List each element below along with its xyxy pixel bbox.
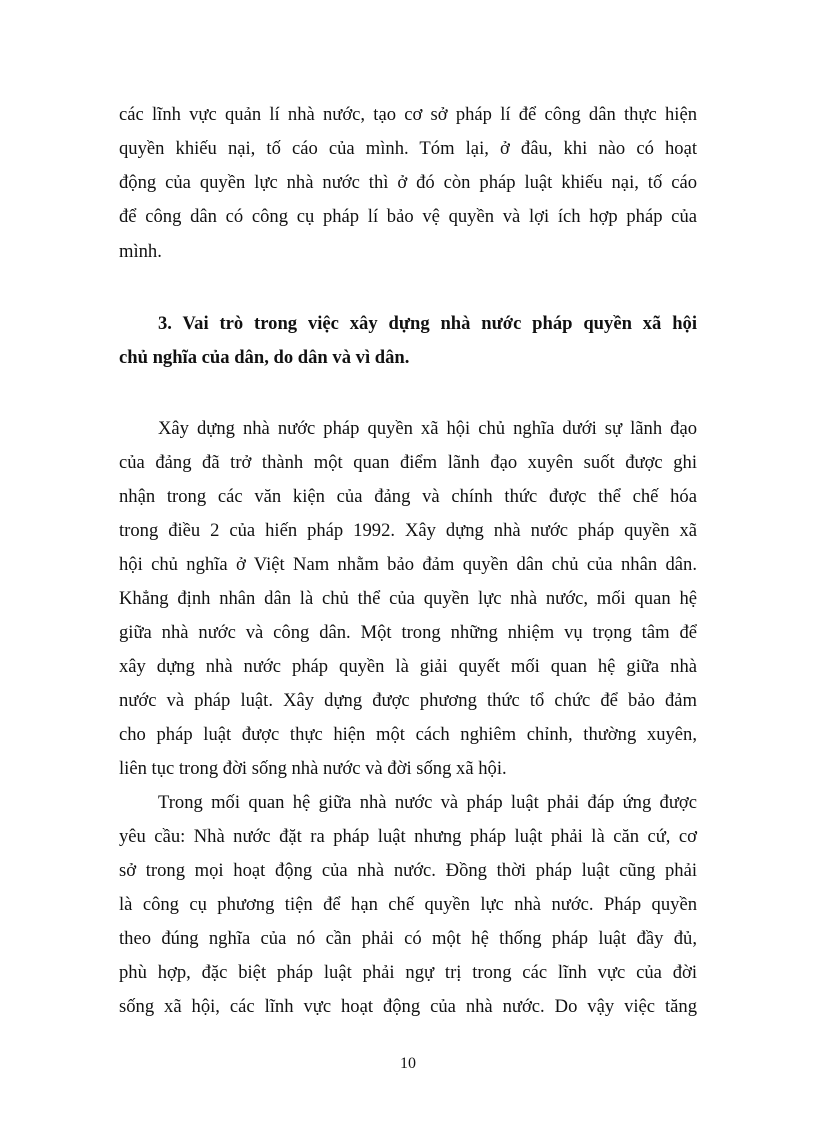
text-line: theo đúng nghĩa của nó cần phải có một hệ thống pháp luật đầy đủ, — [119, 928, 697, 949]
text-line: của đảng đã trở thành một quan điểm lãnh đạo xuyên suốt được ghi — [119, 452, 697, 473]
heading-line: chủ nghĩa của dân, do dân và vì dân. — [119, 347, 410, 368]
text-line: nhận trong các văn kiện của đảng và chính thức được thể chế hóa — [119, 486, 697, 507]
text-line: để công dân có công cụ pháp lí bảo vệ quyền và lợi ích hợp pháp của — [119, 206, 697, 227]
text-line: các lĩnh vực quản lí nhà nước, tạo cơ sở pháp lí để công dân thực hiện — [119, 104, 697, 125]
page-number: 10 — [400, 1055, 416, 1072]
text-line: trong điều 2 của hiến pháp 1992. Xây dựng nhà nước pháp quyền xã — [119, 520, 697, 541]
text-line: Khẳng định nhân dân là chủ thể của quyền lực nhà nước, mối quan hệ — [119, 588, 697, 609]
text-line: yêu cầu: Nhà nước đặt ra pháp luật nhưng pháp luật phải là căn cứ, cơ — [119, 826, 697, 847]
text-line: sở trong mọi hoạt động của nhà nước. Đồng thời pháp luật cũng phải — [119, 860, 697, 881]
text-line: hội chủ nghĩa ở Việt Nam nhằm bảo đảm quyền dân chủ của nhân dân. — [119, 554, 697, 575]
text-line: nước và pháp luật. Xây dựng được phương thức tổ chức để bảo đảm — [119, 690, 697, 711]
text-line: mình. — [119, 241, 162, 262]
text-line: sống xã hội, các lĩnh vực hoạt động của nhà nước. Do vậy việc tăng — [119, 996, 697, 1017]
text-line: động của quyền lực nhà nước thì ở đó còn pháp luật khiếu nại, tố cáo — [119, 172, 697, 193]
text-line: phù hợp, đặc biệt pháp luật phải ngự trị trong các lĩnh vực của đời — [119, 962, 697, 983]
text-line: cho pháp luật được thực hiện một cách nghiêm chỉnh, thường xuyên, — [119, 724, 697, 745]
text-line: Trong mối quan hệ giữa nhà nước và pháp luật phải đáp ứng được — [158, 792, 697, 813]
text-line: liên tục trong đời sống nhà nước và đời sống xã hội. — [119, 758, 507, 779]
text-line: giữa nhà nước và công dân. Một trong những nhiệm vụ trọng tâm để — [119, 622, 697, 643]
text-line: Xây dựng nhà nước pháp quyền xã hội chủ nghĩa dưới sự lãnh đạo — [158, 418, 697, 439]
text-line: xây dựng nhà nước pháp quyền là giải quyết mối quan hệ giữa nhà — [119, 656, 697, 677]
text-line: là công cụ phương tiện để hạn chế quyền lực nhà nước. Pháp quyền — [119, 894, 697, 915]
text-line: quyền khiếu nại, tố cáo của mình. Tóm lại, ở đâu, khi nào có hoạt — [119, 138, 697, 159]
heading-line: 3. Vai trò trong việc xây dựng nhà nước pháp quyền xã hội — [158, 313, 697, 334]
